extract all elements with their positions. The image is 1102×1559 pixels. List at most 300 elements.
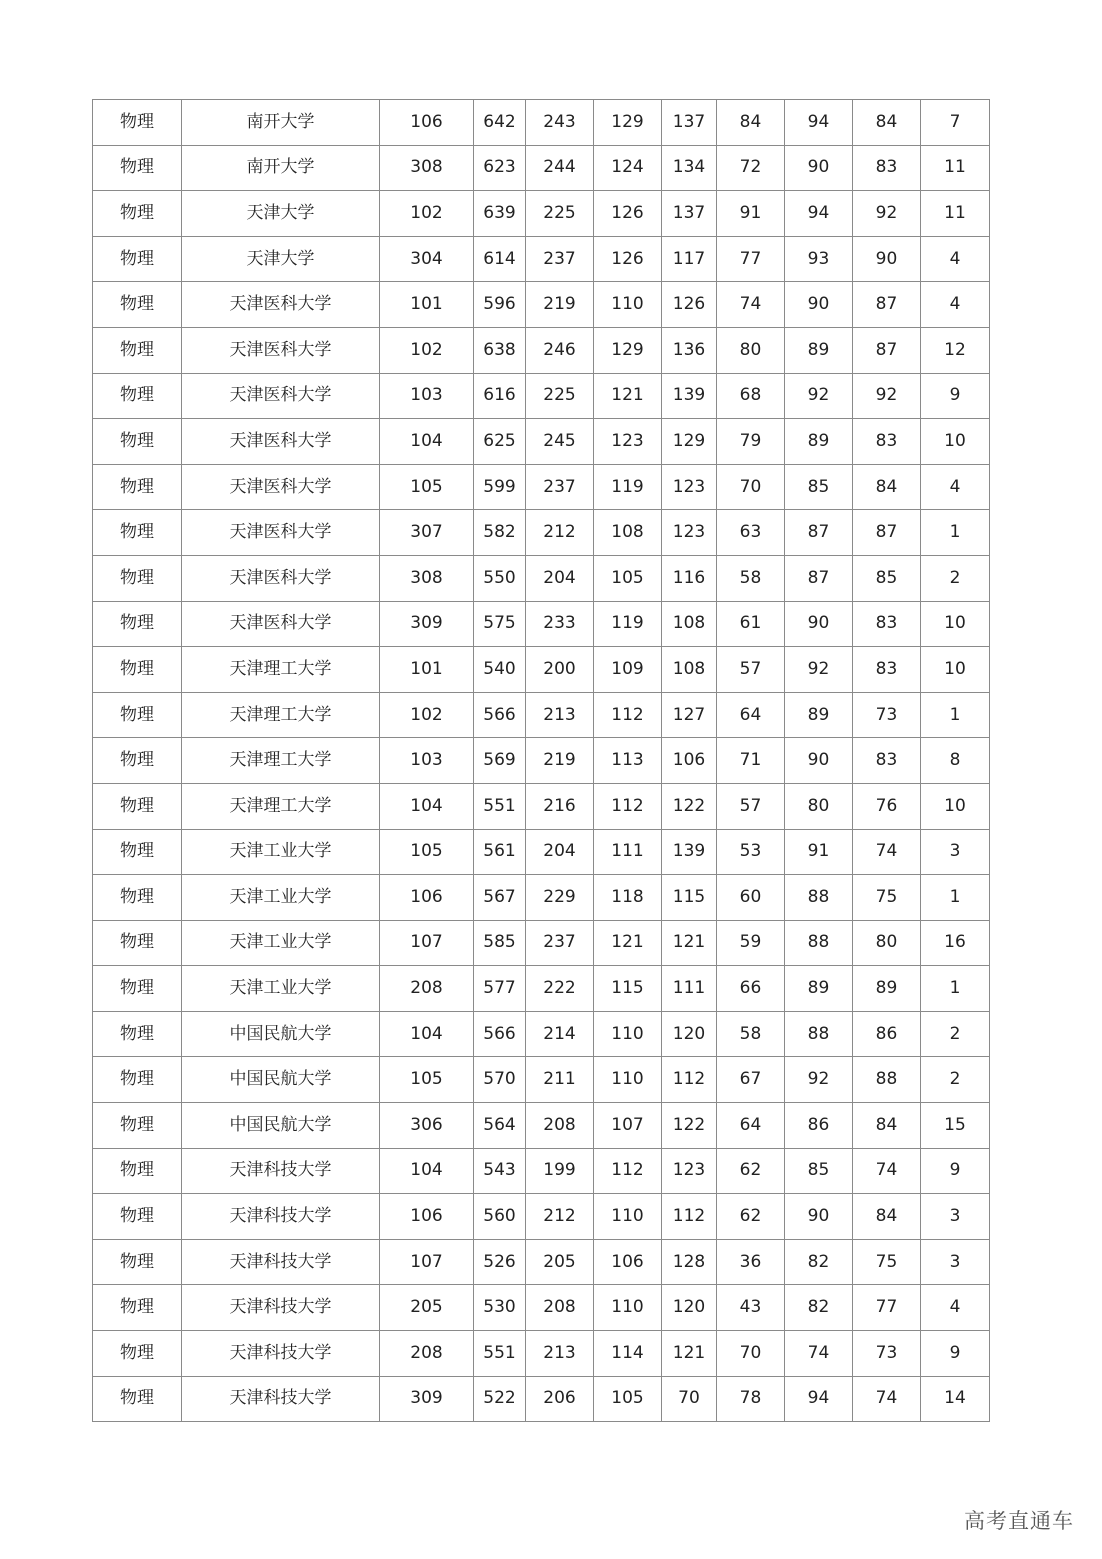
cell-score-c8: 86 [785, 1103, 853, 1149]
cell-university: 天津医科大学 [182, 464, 380, 510]
cell-subject: 物理 [93, 373, 182, 419]
cell-score-c5: 111 [594, 829, 662, 875]
cell-major-group-code: 309 [380, 1376, 474, 1422]
cell-score-c7: 67 [717, 1057, 785, 1103]
cell-subject: 物理 [93, 1148, 182, 1194]
cell-score-c9: 83 [853, 601, 921, 647]
cell-score-c4: 245 [526, 419, 594, 465]
cell-score-c7: 59 [717, 920, 785, 966]
table-row [93, 601, 990, 647]
table-row [93, 555, 990, 601]
cell-score-c9: 92 [853, 191, 921, 237]
cell-major-group-code: 309 [380, 601, 474, 647]
cell-score-c7: 66 [717, 966, 785, 1012]
cell-subject: 物理 [93, 1103, 182, 1149]
cell-university: 天津科技大学 [182, 1194, 380, 1240]
table-row [93, 419, 990, 465]
cell-score-c7: 72 [717, 145, 785, 191]
cell-score-c9: 84 [853, 464, 921, 510]
cell-major-group-code: 106 [380, 100, 474, 146]
cell-score-c8: 89 [785, 692, 853, 738]
cell-score-c5: 105 [594, 555, 662, 601]
cell-subject: 物理 [93, 875, 182, 921]
cell-major-group-code: 107 [380, 1239, 474, 1285]
table-row [93, 236, 990, 282]
cell-score-c9: 90 [853, 236, 921, 282]
cell-total-score: 625 [474, 419, 526, 465]
cell-major-group-code: 306 [380, 1103, 474, 1149]
cell-score-c9: 92 [853, 373, 921, 419]
cell-score-c7: 74 [717, 282, 785, 328]
cell-score-c6: 120 [662, 1011, 717, 1057]
cell-total-score: 616 [474, 373, 526, 419]
cell-university: 天津工业大学 [182, 875, 380, 921]
cell-score-c9: 83 [853, 419, 921, 465]
cell-score-c9: 88 [853, 1057, 921, 1103]
cell-score-c9: 87 [853, 282, 921, 328]
cell-score-c7: 64 [717, 692, 785, 738]
cell-major-group-code: 106 [380, 1194, 474, 1240]
cell-score-c8: 89 [785, 419, 853, 465]
table-row [93, 510, 990, 556]
cell-score-c9: 77 [853, 1285, 921, 1331]
cell-score-c8: 90 [785, 1194, 853, 1240]
table-row [93, 464, 990, 510]
cell-score-c10: 4 [921, 236, 990, 282]
table-row [93, 1239, 990, 1285]
cell-score-c9: 83 [853, 145, 921, 191]
cell-score-c4: 219 [526, 282, 594, 328]
cell-score-c6: 127 [662, 692, 717, 738]
cell-university: 天津科技大学 [182, 1331, 380, 1377]
watermark-text: 高考直通车 [964, 1509, 1074, 1533]
cell-score-c7: 58 [717, 555, 785, 601]
table-row [93, 1285, 990, 1331]
cell-total-score: 596 [474, 282, 526, 328]
table-row [93, 647, 990, 693]
table-row [93, 327, 990, 373]
cell-score-c10: 3 [921, 1194, 990, 1240]
cell-score-c5: 129 [594, 100, 662, 146]
cell-score-c8: 87 [785, 510, 853, 556]
cell-total-score: 614 [474, 236, 526, 282]
cell-score-c4: 204 [526, 555, 594, 601]
cell-score-c5: 105 [594, 1376, 662, 1422]
cell-total-score: 577 [474, 966, 526, 1012]
cell-score-c10: 10 [921, 601, 990, 647]
table-row [93, 692, 990, 738]
cell-score-c5: 106 [594, 1239, 662, 1285]
cell-score-c6: 123 [662, 510, 717, 556]
cell-score-c6: 121 [662, 920, 717, 966]
cell-score-c8: 94 [785, 100, 853, 146]
cell-score-c8: 88 [785, 875, 853, 921]
cell-score-c4: 213 [526, 1331, 594, 1377]
cell-score-c9: 83 [853, 738, 921, 784]
cell-score-c10: 10 [921, 647, 990, 693]
cell-score-c8: 92 [785, 1057, 853, 1103]
cell-score-c7: 84 [717, 100, 785, 146]
cell-score-c8: 90 [785, 738, 853, 784]
table-row [93, 145, 990, 191]
cell-score-c8: 88 [785, 920, 853, 966]
cell-score-c8: 89 [785, 327, 853, 373]
cell-major-group-code: 307 [380, 510, 474, 556]
cell-score-c5: 129 [594, 327, 662, 373]
cell-score-c6: 116 [662, 555, 717, 601]
cell-total-score: 540 [474, 647, 526, 693]
cell-score-c6: 112 [662, 1057, 717, 1103]
cell-score-c7: 80 [717, 327, 785, 373]
cell-total-score: 561 [474, 829, 526, 875]
cell-score-c8: 94 [785, 191, 853, 237]
cell-major-group-code: 105 [380, 1057, 474, 1103]
cell-subject: 物理 [93, 327, 182, 373]
cell-total-score: 543 [474, 1148, 526, 1194]
cell-score-c6: 115 [662, 875, 717, 921]
table-row [93, 829, 990, 875]
cell-score-c9: 89 [853, 966, 921, 1012]
table-body [93, 100, 990, 1422]
cell-score-c4: 213 [526, 692, 594, 738]
cell-subject: 物理 [93, 966, 182, 1012]
cell-subject: 物理 [93, 191, 182, 237]
cell-total-score: 599 [474, 464, 526, 510]
cell-major-group-code: 105 [380, 464, 474, 510]
cell-subject: 物理 [93, 282, 182, 328]
cell-score-c6: 106 [662, 738, 717, 784]
cell-score-c4: 225 [526, 191, 594, 237]
cell-score-c7: 64 [717, 1103, 785, 1149]
cell-major-group-code: 101 [380, 647, 474, 693]
cell-score-c6: 122 [662, 1103, 717, 1149]
cell-score-c6: 123 [662, 1148, 717, 1194]
cell-subject: 物理 [93, 1194, 182, 1240]
cell-total-score: 639 [474, 191, 526, 237]
cell-score-c4: 205 [526, 1239, 594, 1285]
cell-score-c6: 70 [662, 1376, 717, 1422]
cell-university: 天津大学 [182, 191, 380, 237]
cell-total-score: 551 [474, 783, 526, 829]
cell-score-c7: 70 [717, 1331, 785, 1377]
cell-university: 中国民航大学 [182, 1057, 380, 1103]
cell-score-c4: 237 [526, 920, 594, 966]
cell-score-c9: 84 [853, 100, 921, 146]
cell-total-score: 638 [474, 327, 526, 373]
cell-score-c7: 68 [717, 373, 785, 419]
cell-score-c8: 82 [785, 1285, 853, 1331]
cell-score-c10: 2 [921, 1057, 990, 1103]
cell-score-c6: 108 [662, 647, 717, 693]
cell-score-c5: 112 [594, 1148, 662, 1194]
cell-score-c7: 58 [717, 1011, 785, 1057]
cell-subject: 物理 [93, 145, 182, 191]
cell-score-c4: 229 [526, 875, 594, 921]
cell-major-group-code: 304 [380, 236, 474, 282]
cell-score-c5: 114 [594, 1331, 662, 1377]
cell-score-c10: 2 [921, 555, 990, 601]
cell-score-c5: 108 [594, 510, 662, 556]
cell-score-c4: 208 [526, 1103, 594, 1149]
cell-score-c10: 7 [921, 100, 990, 146]
cell-score-c7: 71 [717, 738, 785, 784]
cell-score-c10: 9 [921, 1148, 990, 1194]
cell-score-c4: 214 [526, 1011, 594, 1057]
cell-major-group-code: 106 [380, 875, 474, 921]
cell-score-c5: 112 [594, 783, 662, 829]
cell-score-c7: 53 [717, 829, 785, 875]
cell-score-c10: 9 [921, 1331, 990, 1377]
cell-score-c5: 109 [594, 647, 662, 693]
cell-major-group-code: 208 [380, 966, 474, 1012]
cell-score-c8: 89 [785, 966, 853, 1012]
cell-major-group-code: 104 [380, 419, 474, 465]
cell-total-score: 522 [474, 1376, 526, 1422]
cell-score-c10: 2 [921, 1011, 990, 1057]
cell-score-c6: 121 [662, 1331, 717, 1377]
cell-score-c8: 90 [785, 145, 853, 191]
cell-university: 天津医科大学 [182, 282, 380, 328]
cell-score-c8: 90 [785, 601, 853, 647]
cell-university: 中国民航大学 [182, 1103, 380, 1149]
cell-score-c10: 1 [921, 692, 990, 738]
cell-score-c4: 208 [526, 1285, 594, 1331]
cell-score-c8: 92 [785, 373, 853, 419]
cell-major-group-code: 308 [380, 145, 474, 191]
table-row [93, 1103, 990, 1149]
cell-score-c10: 3 [921, 1239, 990, 1285]
cell-major-group-code: 104 [380, 783, 474, 829]
table-row [93, 1194, 990, 1240]
table-row [93, 920, 990, 966]
cell-score-c5: 126 [594, 191, 662, 237]
cell-score-c4: 233 [526, 601, 594, 647]
cell-total-score: 551 [474, 1331, 526, 1377]
cell-score-c9: 84 [853, 1103, 921, 1149]
cell-score-c4: 204 [526, 829, 594, 875]
cell-score-c10: 12 [921, 327, 990, 373]
cell-score-c9: 74 [853, 1376, 921, 1422]
cell-university: 天津理工大学 [182, 647, 380, 693]
cell-score-c6: 112 [662, 1194, 717, 1240]
cell-score-c4: 200 [526, 647, 594, 693]
cell-score-c7: 62 [717, 1148, 785, 1194]
cell-score-c8: 88 [785, 1011, 853, 1057]
cell-subject: 物理 [93, 1285, 182, 1331]
cell-score-c7: 70 [717, 464, 785, 510]
cell-university: 天津医科大学 [182, 327, 380, 373]
cell-score-c8: 85 [785, 1148, 853, 1194]
cell-major-group-code: 103 [380, 738, 474, 784]
cell-score-c4: 212 [526, 510, 594, 556]
cell-score-c5: 123 [594, 419, 662, 465]
cell-university: 天津医科大学 [182, 555, 380, 601]
cell-total-score: 566 [474, 1011, 526, 1057]
cell-university: 天津医科大学 [182, 373, 380, 419]
cell-total-score: 530 [474, 1285, 526, 1331]
cell-score-c4: 237 [526, 236, 594, 282]
table-row [93, 1376, 990, 1422]
table-row [93, 1331, 990, 1377]
cell-score-c10: 4 [921, 464, 990, 510]
cell-score-c5: 126 [594, 236, 662, 282]
cell-score-c5: 113 [594, 738, 662, 784]
cell-score-c10: 1 [921, 510, 990, 556]
cell-score-c4: 206 [526, 1376, 594, 1422]
cell-university: 天津科技大学 [182, 1285, 380, 1331]
cell-score-c7: 43 [717, 1285, 785, 1331]
cell-university: 天津工业大学 [182, 966, 380, 1012]
cell-score-c4: 199 [526, 1148, 594, 1194]
cell-score-c5: 121 [594, 373, 662, 419]
table-row [93, 282, 990, 328]
cell-subject: 物理 [93, 738, 182, 784]
cell-subject: 物理 [93, 100, 182, 146]
cell-university: 天津工业大学 [182, 920, 380, 966]
cell-score-c8: 87 [785, 555, 853, 601]
table-row [93, 875, 990, 921]
cell-subject: 物理 [93, 555, 182, 601]
cell-subject: 物理 [93, 1057, 182, 1103]
cell-university: 南开大学 [182, 145, 380, 191]
cell-subject: 物理 [93, 647, 182, 693]
cell-major-group-code: 208 [380, 1331, 474, 1377]
cell-score-c9: 86 [853, 1011, 921, 1057]
cell-score-c7: 36 [717, 1239, 785, 1285]
cell-subject: 物理 [93, 829, 182, 875]
cell-score-c10: 16 [921, 920, 990, 966]
cell-major-group-code: 102 [380, 191, 474, 237]
cell-score-c9: 74 [853, 1148, 921, 1194]
cell-score-c6: 134 [662, 145, 717, 191]
cell-university: 天津医科大学 [182, 510, 380, 556]
cell-score-c10: 10 [921, 419, 990, 465]
table-row [93, 191, 990, 237]
cell-score-c8: 82 [785, 1239, 853, 1285]
cell-score-c7: 61 [717, 601, 785, 647]
cell-score-c10: 4 [921, 282, 990, 328]
cell-score-c4: 225 [526, 373, 594, 419]
cell-total-score: 550 [474, 555, 526, 601]
cell-score-c7: 91 [717, 191, 785, 237]
table-row [93, 1057, 990, 1103]
cell-score-c8: 90 [785, 282, 853, 328]
cell-subject: 物理 [93, 419, 182, 465]
table-row [93, 373, 990, 419]
cell-university: 天津理工大学 [182, 692, 380, 738]
cell-score-c7: 57 [717, 783, 785, 829]
cell-score-c6: 123 [662, 464, 717, 510]
cell-subject: 物理 [93, 1239, 182, 1285]
cell-score-c7: 77 [717, 236, 785, 282]
cell-score-c7: 63 [717, 510, 785, 556]
table-row [93, 783, 990, 829]
cell-score-c5: 115 [594, 966, 662, 1012]
cell-total-score: 560 [474, 1194, 526, 1240]
cell-university: 天津理工大学 [182, 738, 380, 784]
cell-score-c5: 121 [594, 920, 662, 966]
cell-score-c9: 87 [853, 327, 921, 373]
cell-subject: 物理 [93, 783, 182, 829]
cell-score-c10: 4 [921, 1285, 990, 1331]
cell-score-c9: 85 [853, 555, 921, 601]
table-row [93, 1011, 990, 1057]
cell-total-score: 575 [474, 601, 526, 647]
cell-score-c9: 76 [853, 783, 921, 829]
cell-total-score: 585 [474, 920, 526, 966]
cell-score-c5: 110 [594, 1057, 662, 1103]
cell-major-group-code: 205 [380, 1285, 474, 1331]
cell-score-c7: 79 [717, 419, 785, 465]
cell-subject: 物理 [93, 1376, 182, 1422]
cell-score-c8: 74 [785, 1331, 853, 1377]
cell-score-c8: 94 [785, 1376, 853, 1422]
cell-university: 天津科技大学 [182, 1239, 380, 1285]
cell-university: 天津工业大学 [182, 829, 380, 875]
cell-score-c4: 212 [526, 1194, 594, 1240]
cell-score-c10: 10 [921, 783, 990, 829]
cell-total-score: 642 [474, 100, 526, 146]
cell-score-c4: 237 [526, 464, 594, 510]
cell-score-c9: 75 [853, 875, 921, 921]
cell-score-c6: 120 [662, 1285, 717, 1331]
cell-score-c9: 80 [853, 920, 921, 966]
cell-total-score: 569 [474, 738, 526, 784]
cell-score-c9: 75 [853, 1239, 921, 1285]
cell-score-c5: 124 [594, 145, 662, 191]
cell-total-score: 564 [474, 1103, 526, 1149]
cell-subject: 物理 [93, 920, 182, 966]
cell-score-c10: 11 [921, 191, 990, 237]
cell-score-c6: 117 [662, 236, 717, 282]
cell-score-c6: 126 [662, 282, 717, 328]
cell-score-c5: 119 [594, 601, 662, 647]
cell-major-group-code: 101 [380, 282, 474, 328]
cell-total-score: 623 [474, 145, 526, 191]
cell-score-c6: 137 [662, 100, 717, 146]
cell-subject: 物理 [93, 510, 182, 556]
cell-total-score: 570 [474, 1057, 526, 1103]
cell-major-group-code: 105 [380, 829, 474, 875]
cell-score-c4: 211 [526, 1057, 594, 1103]
cell-score-c5: 110 [594, 1285, 662, 1331]
cell-score-c4: 246 [526, 327, 594, 373]
cell-score-c5: 110 [594, 1194, 662, 1240]
cell-score-c4: 243 [526, 100, 594, 146]
cell-score-c8: 93 [785, 236, 853, 282]
cell-score-c6: 139 [662, 829, 717, 875]
cell-score-c5: 110 [594, 1011, 662, 1057]
cell-score-c10: 15 [921, 1103, 990, 1149]
cell-university: 天津科技大学 [182, 1148, 380, 1194]
cell-score-c4: 222 [526, 966, 594, 1012]
cell-score-c4: 216 [526, 783, 594, 829]
cell-subject: 物理 [93, 601, 182, 647]
cell-score-c9: 74 [853, 829, 921, 875]
cell-score-c7: 57 [717, 647, 785, 693]
cell-score-c7: 62 [717, 1194, 785, 1240]
cell-score-c8: 92 [785, 647, 853, 693]
cell-subject: 物理 [93, 1011, 182, 1057]
cell-subject: 物理 [93, 1331, 182, 1377]
table-row [93, 966, 990, 1012]
cell-score-c7: 60 [717, 875, 785, 921]
cell-major-group-code: 103 [380, 373, 474, 419]
table-row [93, 738, 990, 784]
cell-score-c9: 83 [853, 647, 921, 693]
cell-score-c6: 129 [662, 419, 717, 465]
cell-score-c10: 3 [921, 829, 990, 875]
